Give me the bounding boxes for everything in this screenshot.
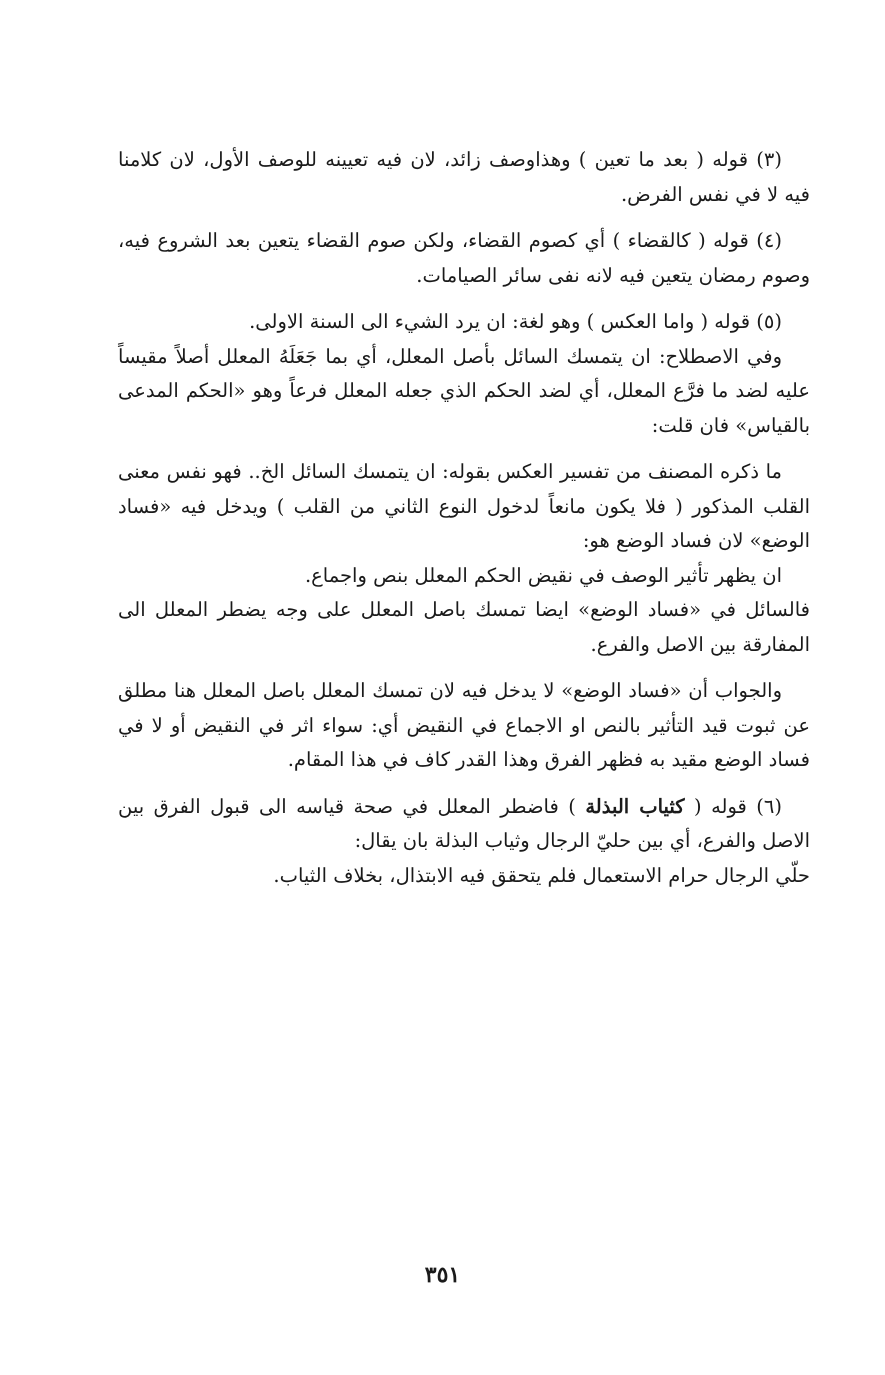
paragraph-definition: وفي الاصطلاح: ان يتمسك السائل بأصل المعلل، أي بما جَعَلَهُ المعلل أصلاً مقيساً عليه لضد ما فرَّع المعلل، أي لضد الحكم الذي جعله المعلل فرعاً وهو «الحكم المدعى بالقياس» فان قلت: [118, 344, 810, 437]
paragraph-note-3: (٣) قوله ( بعد ما تعين ) وهذاوصف زائد، لان فيه تعيينه للوصف الأول، لان كلامنا فيه لا في نفس الفرض. [118, 148, 810, 206]
paragraph-note-4: (٤) قوله ( كالقضاء ) أي كصوم القضاء، ولكن صوم القضاء يتعين بعد الشروع فيه، وصوم رمضان يتعين فيه لانه نفى سائر الصيامات. [118, 229, 810, 287]
paragraph-objection: ما ذكره المصنف من تفسير العكس بقوله: ان يتمسك السائل الخ.. فهو نفس معنى القلب المذكور ( فلا يكون مانعاً لدخول النوع الثاني من القلب ) ويدخل فيه «فساد الوضع» لان فساد الوضع هو: [118, 460, 810, 552]
note-6-prefix: (٦) قوله ( [684, 794, 783, 818]
paragraph-fasad-definition: ان يظهر تأثير الوصف في نقيض الحكم المعلل بنص واجماع. [304, 563, 782, 587]
main-text [118, 143, 810, 893]
note-6-rest: ) فاضطر المعلل في صحة قياسه الى قبول الفرق بين الاصل والفرع، أي بين حليّ الرجال وثياب البذلة بان يقال: [118, 794, 810, 852]
paragraph-answer: والجواب أن «فساد الوضع» لا يدخل فيه لان تمسك المعلل باصل المعلل هنا مطلق عن ثبوت قيد التأثير بالنص او الاجماع في النقيض أي: سواء اثر في النقيض أو لا في فساد الوضع مقيد به فظهر الفرق وهذا القدر كاف في هذا المقام. [118, 679, 810, 771]
page-number: ٣٥١ [424, 1262, 461, 1288]
note-6-bold-term: كثياب البذلة [585, 794, 685, 818]
paragraph-note-5: (٥) قوله ( واما العكس ) وهو لغة: ان يرد الشيء الى السنة الاولى. [249, 310, 782, 333]
paragraph-note-6 [118, 790, 810, 859]
paragraph-conclusion: حلّي الرجال حرام الاستعمال فلم يتحقق فيه الابتذال، بخلاف الثياب. [273, 863, 810, 887]
paragraph-questioner: فالسائل في «فساد الوضع» ايضا تمسك باصل المعلل على وجه يضطر المعلل الى المفارقة بين الاصل والفرع. [118, 598, 810, 656]
